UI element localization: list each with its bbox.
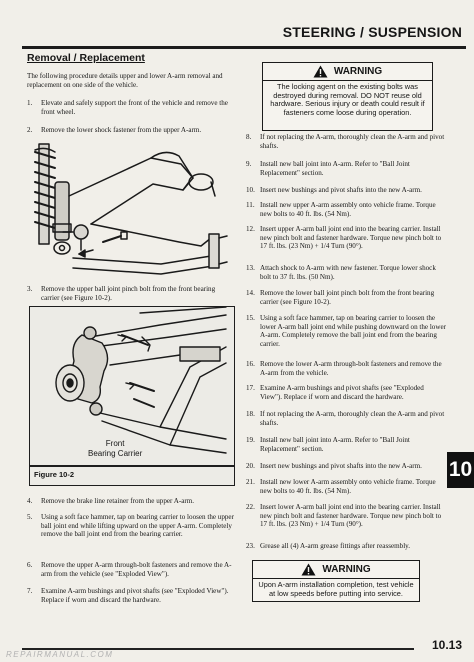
warning-header: WARNING [253, 561, 419, 579]
section-header-title: STEERING / SUSPENSION [282, 24, 462, 40]
intro-paragraph: The following procedure details upper and lower A-arm removal and replacement on one side of the vehicle. [27, 72, 223, 89]
shock-a-arm-illustration [33, 138, 233, 280]
figure-caption: Figure 10-2 [34, 470, 75, 479]
warning-text: Upon A-arm installation completion, test vehicle at low speeds before putting into service. [258, 580, 414, 598]
warning-header: WARNING [263, 63, 432, 81]
watermark: REPAIRMANUAL.COM [6, 650, 114, 659]
page-number: 10.13 [431, 638, 462, 652]
warning-triangle-icon [313, 65, 328, 78]
figure-10-2 [29, 306, 235, 486]
section-title: Removal / Replacement [27, 52, 145, 64]
warning-box-locking-agent [262, 62, 433, 131]
figure-callout-label: Front Bearing Carrier [88, 439, 143, 458]
warning-triangle-icon [301, 563, 316, 576]
header-rule [22, 46, 466, 49]
warning-box-test-vehicle [252, 560, 420, 602]
figure-caption-rule [30, 465, 234, 467]
warning-text: The locking agent on the existing bolts was destroyed during removal. DO NOT reuse old hardware. Serious injury or death could result if fasteners come loose during operation. [270, 82, 425, 118]
chapter-tab: 10 [447, 452, 474, 488]
